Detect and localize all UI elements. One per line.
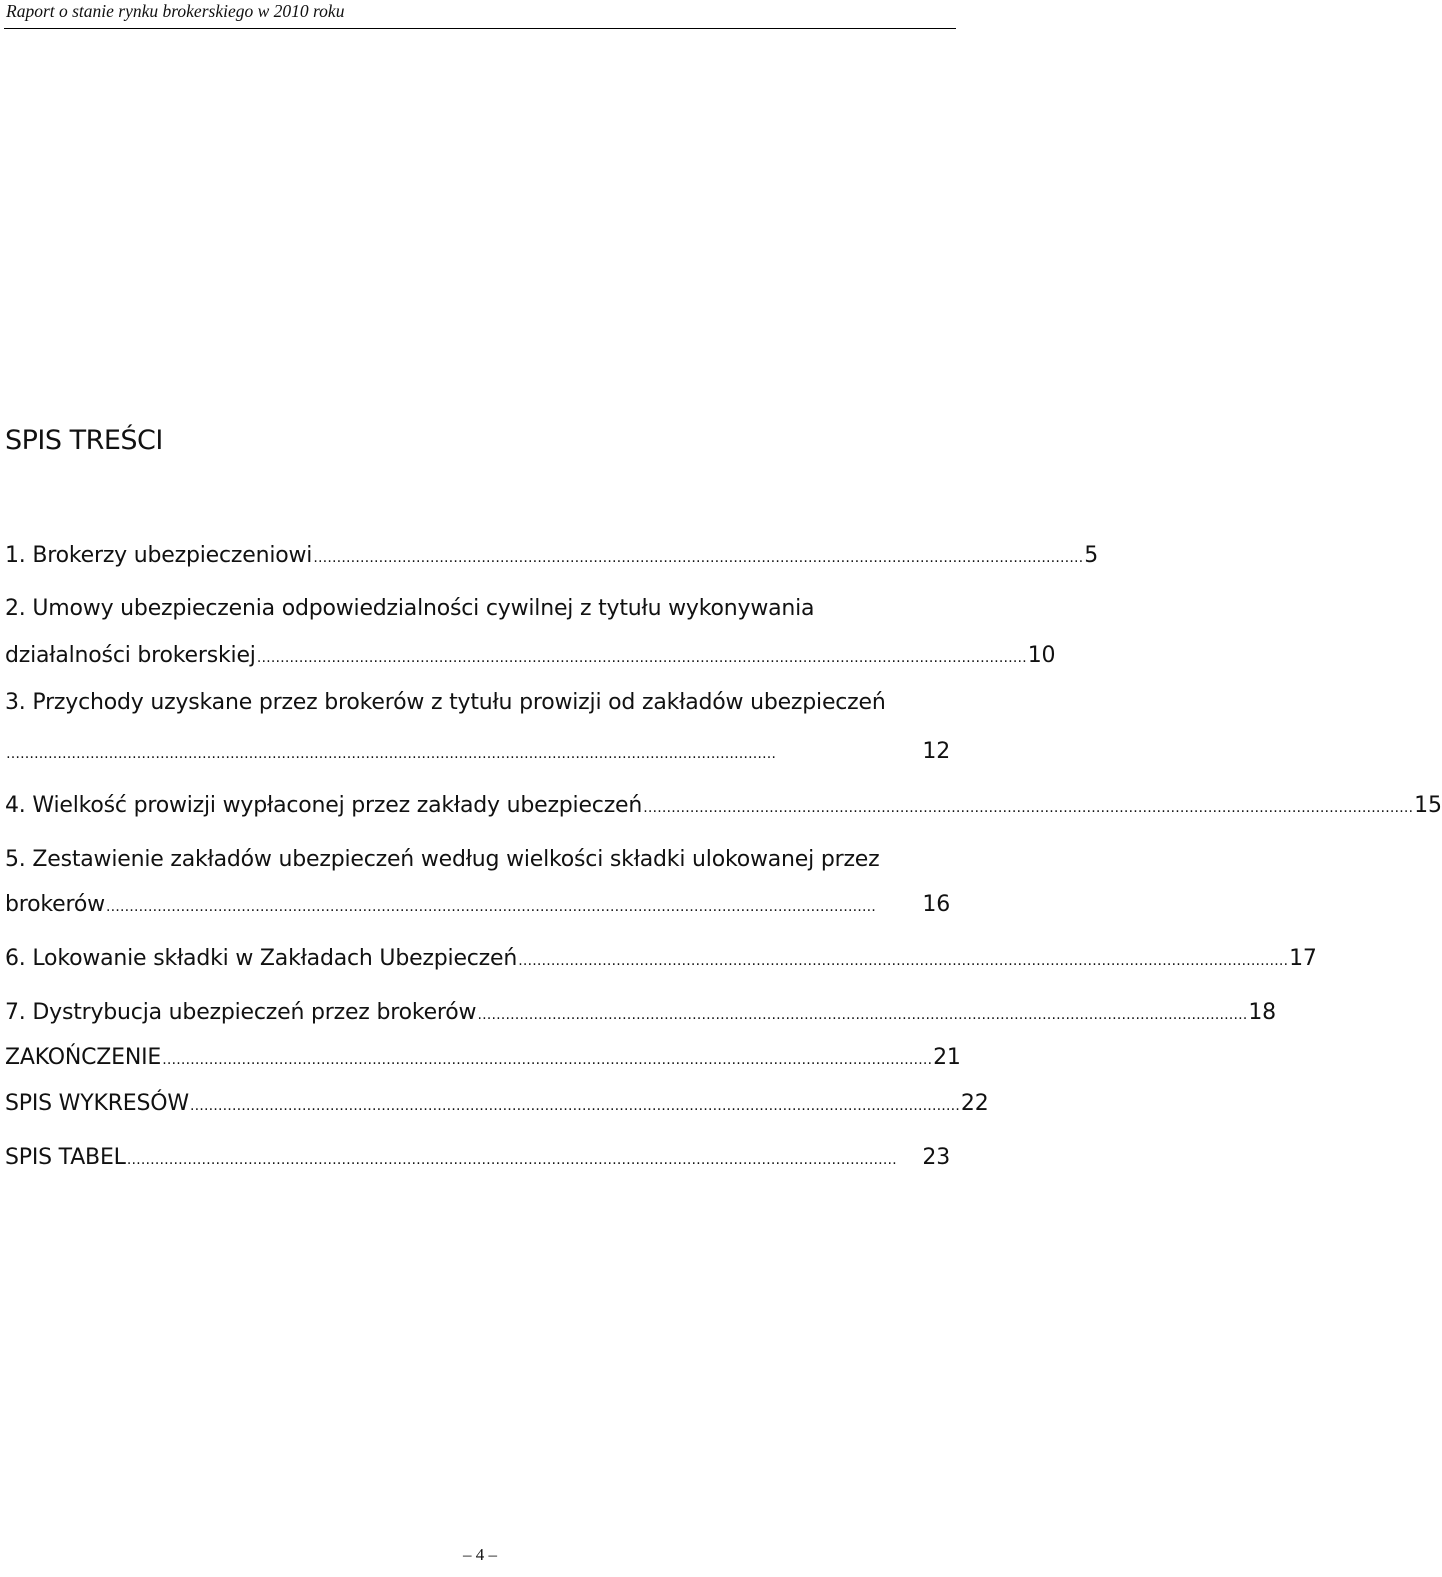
page-number: – 4 – [463, 1545, 497, 1564]
toc-entry-page: 5 [1084, 543, 1099, 568]
toc-entry-3[interactable] [5, 739, 950, 764]
toc-entry-label: 2. Umowy ubezpieczenia odpowiedzialności cywilnej z tytułu wykonywania [5, 596, 815, 621]
toc-entry-4[interactable] [5, 793, 1442, 818]
dot-leader: ………………………………………………………………………………………………………………………………………………… [162, 1052, 933, 1068]
toc-entry-page: 12 [922, 739, 950, 764]
toc-entry-label: SPIS WYKRESÓW [5, 1091, 189, 1116]
toc-entry-page: 16 [922, 892, 950, 917]
toc-entry-page: 22 [960, 1091, 989, 1116]
toc-entry-2[interactable] [5, 643, 1056, 668]
toc-entry-label: 5. Zestawienie zakładów ubezpieczeń według wielkości składki ulokowanej przez [5, 847, 880, 872]
running-header [4, 0, 956, 30]
dot-leader: ………………………………………………………………………………………………………………………………………………… [256, 650, 1027, 666]
dot-leader: ………………………………………………………………………………………………………………………………………………… [643, 800, 1414, 816]
header-rule [4, 28, 956, 29]
dot-leader: ………………………………………………………………………………………………………………………………………………… [518, 953, 1289, 969]
dot-leader: ………………………………………………………………………………………………………………………………………………… [189, 1098, 960, 1114]
toc-entry-label: SPIS TABEL [5, 1145, 126, 1170]
toc-entry-5[interactable] [5, 892, 950, 917]
dot-leader: ………………………………………………………………………………………………………………………………………………… [126, 1152, 897, 1168]
toc-entry-2-line1[interactable] [5, 596, 950, 621]
toc-entry-3-line1-text[interactable] [5, 690, 950, 715]
toc-entry-label: działalności brokerskiej [5, 643, 256, 668]
dot-leader: ………………………………………………………………………………………………………………………………………………… [313, 550, 1084, 566]
toc-entry-page: 15 [1414, 793, 1442, 818]
toc-entry-charts[interactable] [5, 1091, 989, 1116]
toc-entry-label: 4. Wielkość prowizji wypłaconej przez zakłady ubezpieczeń [5, 793, 643, 818]
toc-entry-label: 1. Brokerzy ubezpieczeniowi [5, 543, 313, 568]
toc-entry-label: 7. Dystrybucja ubezpieczeń przez brokerów [5, 1000, 477, 1025]
toc-entry-page: 21 [933, 1045, 961, 1070]
toc-title: SPIS TREŚCI [5, 425, 163, 456]
toc-entry-label: 6. Lokowanie składki w Zakładach Ubezpieczeń [5, 946, 518, 971]
toc-entry-label: brokerów [5, 892, 105, 917]
toc-entry-7[interactable] [5, 1000, 1276, 1025]
toc-entry-6[interactable] [5, 946, 1317, 971]
toc-entry-page: 17 [1289, 946, 1317, 971]
toc-entry-1[interactable] [5, 543, 1099, 568]
dot-leader: ………………………………………………………………………………………………………………………………………………… [105, 899, 876, 915]
toc-entry-5-line1[interactable] [5, 847, 950, 872]
toc-entry-page: 18 [1248, 1000, 1276, 1025]
toc-entry-page: 23 [922, 1145, 950, 1170]
header-title: Raport o stanie rynku brokerskiego w 2010 roku [6, 1, 345, 21]
dot-leader: ………………………………………………………………………………………………………………………………………………… [6, 746, 776, 762]
toc-entry-label: 3. Przychody uzyskane przez brokerów z tytułu prowizji od zakładów ubezpieczeń [5, 690, 886, 715]
toc-entry-conclusion[interactable] [5, 1045, 961, 1070]
toc-entry-page: 10 [1027, 643, 1056, 668]
toc-entry-label: ZAKOŃCZENIE [5, 1045, 162, 1070]
dot-leader: ………………………………………………………………………………………………………………………………………………… [477, 1007, 1248, 1023]
toc-entry-tables[interactable] [5, 1145, 950, 1170]
